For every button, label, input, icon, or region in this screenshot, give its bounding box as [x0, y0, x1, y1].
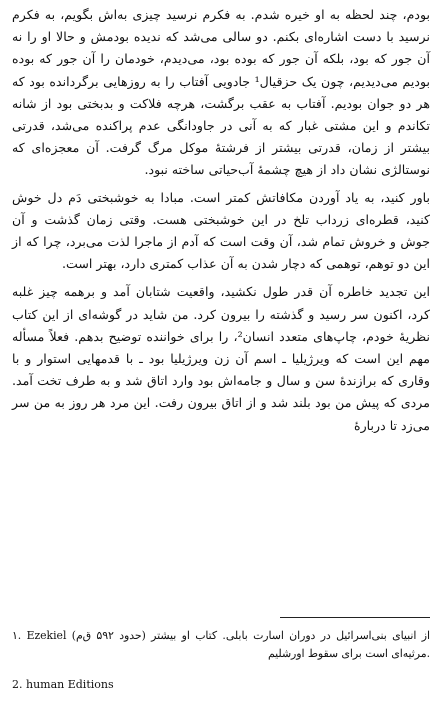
paragraph-2: باور کنید، به یاد آوردن مکافاتش کمتر است. مبادا به خوشبختی دَم دل خوش کنید، قطره‌ای زرداب تلخ در این خوشبختی هست. وقتی زمان گذشت و آن جوش و خروش تمام شد، آن وقت است که آدم از ماجرا لذت می‌برد، چرا که از این دو توهم، توهمی که دچار شدن به آن عذاب کمتری دارد، بهتر است.: [12, 189, 430, 272]
footnote-divider: [280, 617, 430, 618]
paragraph-1: بودم، چند لحظه به او خیره شدم. به فکرم نرسید چیزی به‌اش بگویم، به فکرم نرسید با دست اشاره‌ای بکنم. دو سالی می‌شد که ندیده بودمش و حالا او را نه آن جور که بود، بلکه آن جور که بوده بود، می‌دیدم، خودمان را آن جور که بوده بودیم می‌دیدیم، چون یک حزقیال¹ جادویی آفتاب را به روزهایی برگردانده بود که هر دو جوان بودیم. آفتاب به عقب برگشت، هرچه فلاکت و بدبختی بود از شانه تکاندم و این مشتی غبار که به آنی در جاودانگی عدم پراکنده می‌شد، قدرتی بیشتر از زمان، قدرتی بیشتر از فرشتهٔ موکل مرگ گرفت. آن معجزه‌ای که نوستالژی نشان داد از هیچ چشمهٔ آب‌حیاتی ساخته نبود.: [12, 7, 430, 178]
footnote-2: 2. human Editions: [12, 678, 114, 691]
paragraph-3: این تجدید خاطره آن قدر طول نکشید، واقعیت شتابان آمد و برهمه چیز غلبه کرد، اکنون سر رسید و گذشته را بیرون کرد. من شاید در گوشه‌ای از این کتاب نظریهٔ خودم، چاپ‌های متعدد انسان²، را برای خواننده توضیح بدهم. فعلاً مسأله مهم این است که ویرژیلیا ـ اسم آن زن ویرژیلیا بود ـ با قدمهایی استوار و با وقاری که برازندهٔ سن و سال و جامه‌اش بود وارد اتاق شد و به طرف تخت آمد. مردی که پیش من بود بلند شد و از اتاق بیرون رفت. این مرد هر روز به من سر می‌زد تا دربارهٔ: [12, 284, 431, 433]
body-text: [12, 4, 430, 443]
footnote-1: ۱. Ezekiel (حدود ۵۹۲ ق‌م) از انبیای بنی‌اسرائیل در دوران اسارت بابلی. کتاب او بیشتر مرثیه‌ای است برای سقوط اورشلیم.: [12, 629, 431, 660]
